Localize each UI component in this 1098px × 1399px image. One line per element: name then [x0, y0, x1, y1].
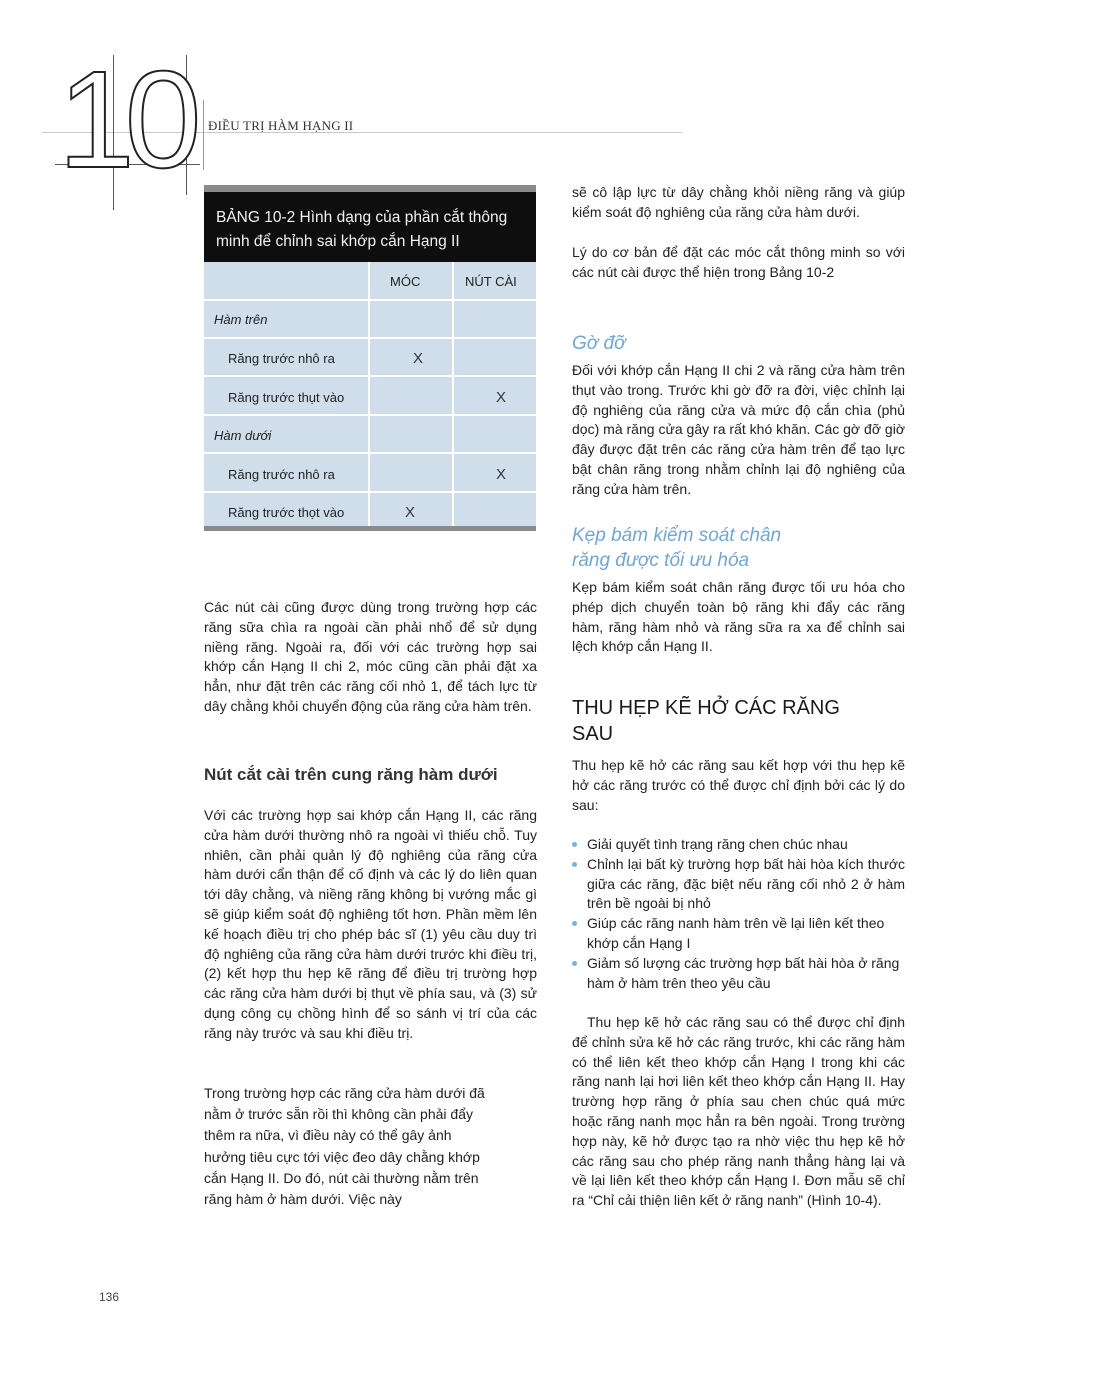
paragraph-line: cắn Hạng II. Do đó, nút cài thường nằm trên	[204, 1169, 479, 1186]
paragraph-line: thêm ra nữa, vì điều này có thể gây ảnh	[204, 1127, 452, 1144]
row-nut-mark: X	[495, 466, 506, 483]
row-moc-mark	[408, 378, 428, 417]
list-item: Giảm số lượng các trường hợp bất hài hòa ở răng hàm ở hàm trên theo yêu cầu	[572, 954, 905, 994]
row-moc-mark	[408, 300, 428, 339]
row-moc-mark	[408, 416, 428, 455]
row-label: Răng trước thụt vào	[228, 390, 345, 405]
left-paragraph-2: Với các trường hợp sai khớp cắn Hạng II, các răng cửa hàm dưới thường nhô ra ngoài vì thiếu chỗ. Tuy nhiên, cần phải quản lý độ nghiêng của răng cửa hàm dưới cẩn thận để cố định và các lý do liên quan tới dây chằng, và niềng răng không bị vướng mắc gì sẽ giúp kiểm soát độ nghiêng tốt hơn. Phần mềm lên kế hoạch điều trị cho phép bác sĩ (1) yêu cầu duy trì độ nghiêng của răng cửa hàm dưới trước khi điều trị, (2) kết hợp thu hẹp kẽ răng để điều trị trường hợp các răng cửa hàm dưới bị thụt về phía sau, và (3) sử dụng công cụ chồng hình để so sánh vị trí của các răng này trước và sau khi điều trị.	[204, 807, 537, 1041]
table-divider	[204, 452, 536, 454]
page-number: 136	[99, 1290, 120, 1304]
right-paragraph-3: Đối với khớp cắn Hạng II chi 2 và răng cửa hàm trên thụt vào trong. Trước khi gờ đỡ ra đời, việc chỉnh lại độ nghiêng của răng cửa và mức độ cắn chìa (phủ dọc) mà răng cửa gây ra rất khó khăn. Các gờ đỡ giờ đây được đặt trên các răng cửa hàm trên để tạo lực bật chân răng trong nhằm chỉnh lại độ nghiêng của răng cửa hàm trên.	[572, 362, 905, 497]
row-moc-mark: X	[412, 350, 423, 367]
row-nut-mark	[491, 300, 511, 339]
table-col-divider	[452, 262, 454, 526]
row-nut-mark: X	[495, 389, 506, 406]
subheading-line: răng được tối ưu hóa	[572, 550, 750, 571]
right-paragraph-5: Thu hẹp kẽ hở các răng sau kết hợp với thu hẹp kẽ hở các răng trước có thể được chỉ định bởi các lý do sau:	[572, 757, 905, 813]
left-heading: Nút cắt cài trên cung răng hàm dưới	[204, 765, 498, 784]
row-nut-mark	[491, 416, 511, 455]
row-label: Răng trước nhô ra	[228, 467, 335, 482]
left-paragraph-1: Các nút cài cũng được dùng trong trường hợp các răng sữa chìa ra ngoài cần phải nhổ để sử dụng niềng răng. Ngoài ra, đối với các trường hợp sai khớp cắn Hạng II chi 2, móc cũng cần phải đặt xa hẳn, như đặt trên các răng cối nhỏ 1, để tách lực từ dây chằng khỏi chuyển động của răng cửa hàm trên.	[204, 599, 537, 714]
list-item: Giúp các răng nanh hàm trên về lại liên kết theo khớp cắn Hạng I	[572, 914, 905, 954]
chapter-number: 10	[58, 43, 192, 197]
left-paragraph-3	[204, 1083, 544, 1210]
right-paragraph-2: Lý do cơ bản để đặt các móc cắt thông minh so với các nút cài được thể hiện trong Bảng 10-2	[572, 244, 905, 280]
table-row	[204, 378, 536, 417]
col-header-nut-cai: NÚT CÀI	[465, 274, 517, 289]
bullet-dot-icon	[572, 862, 577, 867]
chapter-title: ĐIỀU TRỊ HÀM HẠNG II	[208, 118, 354, 133]
section-heading-line: SAU	[572, 723, 614, 745]
table-row	[204, 300, 536, 339]
table-row	[204, 339, 536, 378]
subheading-kep-bam	[572, 523, 905, 573]
section-heading	[572, 695, 905, 747]
paragraph-line: nằm ở trước sẵn rồi thì không cần phải đẩy	[204, 1106, 473, 1123]
table-body	[204, 262, 536, 531]
table-top-bar	[204, 185, 536, 192]
table-bottom-bar	[204, 526, 536, 531]
paragraph-line: răng hàm ở hàm dưới. Việc này	[204, 1191, 402, 1208]
bullet-dot-icon	[572, 961, 577, 966]
bullet-dot-icon	[572, 921, 577, 926]
table-divider	[204, 375, 536, 377]
list-item: Chỉnh lại bất kỳ trường hợp bất hài hòa kích thước giữa các răng, đặc biệt nếu răng cối nhỏ 2 ở hàm trên bề ngoài bị nhỏ	[572, 855, 905, 914]
col-header-moc: MÓC	[390, 274, 421, 289]
table-col-divider	[368, 262, 370, 526]
row-label: Hàm trên	[214, 312, 268, 327]
list-item: Giải quyết tình trạng răng chen chúc nhau	[572, 835, 905, 855]
header-vline-title	[203, 100, 204, 170]
row-nut-mark	[491, 339, 511, 378]
section-heading-line: THU HẸP KẼ HỞ CÁC RĂNG	[572, 697, 840, 719]
row-label: Răng trước thọt vào	[228, 505, 345, 520]
subheading-line: Kẹp bám kiểm soát chân	[572, 525, 782, 546]
row-moc-mark: X	[404, 504, 415, 521]
row-label: Răng trước nhô ra	[228, 351, 335, 366]
row-label: Hàm dưới	[214, 428, 272, 443]
row-moc-mark	[408, 455, 428, 494]
paragraph-line: Trong trường hợp các răng cửa hàm dưới đã	[204, 1085, 485, 1101]
table-title: BẢNG 10-2 Hình dạng của phần cắt thông minh để chỉnh sai khớp cắn Hạng II	[204, 192, 536, 262]
bullet-dot-icon	[572, 842, 577, 847]
paragraph-line: hưởng tiêu cực tới việc đeo dây chằng khớp	[204, 1148, 480, 1165]
table-row	[204, 455, 536, 494]
subheading-go-do: Gờ đỡ	[572, 333, 626, 354]
table-row	[204, 416, 536, 455]
table-header-row	[204, 262, 536, 301]
right-paragraph-6: Thu hẹp kẽ hở các răng sau có thể được chỉ định để chỉnh sửa kẽ hở các răng trước, khi các răng hàm có thể liên kết theo khớp cắn Hạng I trong khi các răng nanh lại hơi liên kết theo khớp cắn Hạng II. Hay trường hợp răng ở phía sau chen chúc quá mức hoặc răng nanh mọc hẳn ra bên ngoài. Trong trường hợp này, kẽ hở được tạo ra nhờ việc thu hẹp kẽ hở các răng sau cho phép răng nanh thẳng hàng lại và về lại liên kết theo khớp cắn Hạng I. Đơn mẫu sẽ chỉ ra “Chỉ cải thiện liên kết ở răng nanh” (Hình 10-4).	[572, 1014, 905, 1209]
right-paragraph-4: Kẹp bám kiểm soát chân răng được tối ưu hóa cho phép dịch chuyển toàn bộ răng khi đẩy các răng hàm, răng hàm nhỏ và răng sữa ra xa để chỉnh sai lệch khớp cắn Hạng II.	[572, 579, 905, 655]
right-paragraph-1: sẽ cô lập lực từ dây chằng khỏi niềng răng và giúp kiểm soát độ nghiêng của răng cửa hàm dưới.	[572, 184, 905, 220]
reason-list	[572, 835, 905, 993]
